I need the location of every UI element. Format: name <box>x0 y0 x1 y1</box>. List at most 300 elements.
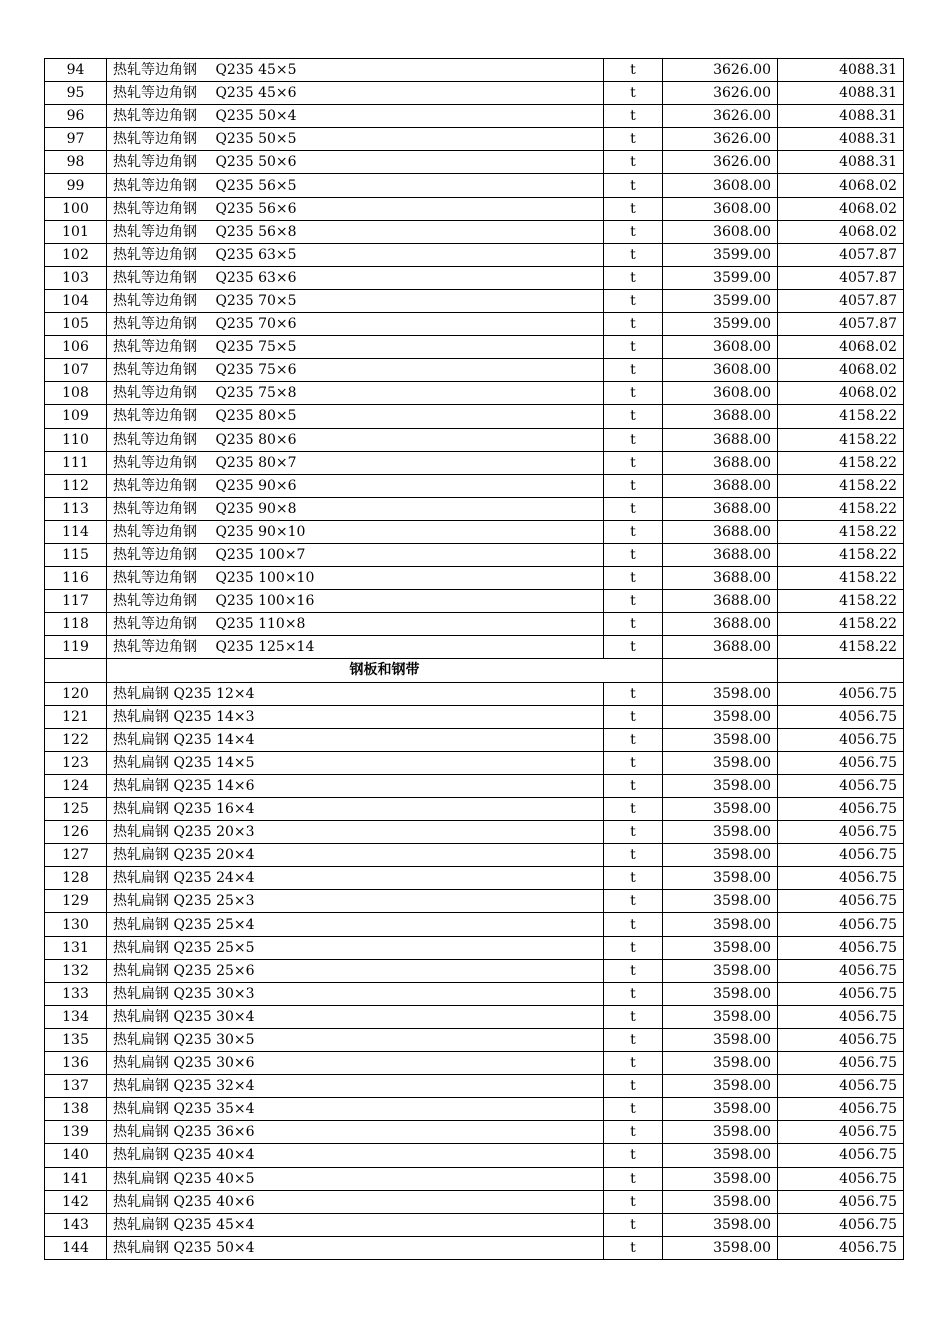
item-name-cell: 热轧等边角钢 Q235 80×7 <box>107 451 604 474</box>
row-number-cell: 132 <box>45 959 107 982</box>
row-number-cell: 124 <box>45 774 107 797</box>
price-with-tax-cell: 4056.75 <box>778 821 904 844</box>
table-row <box>45 497 904 520</box>
price-cell: 3599.00 <box>663 289 778 312</box>
price-with-tax-cell: 4056.75 <box>778 1167 904 1190</box>
price-cell: 3688.00 <box>663 474 778 497</box>
row-number-cell: 110 <box>45 428 107 451</box>
row-number-cell: 101 <box>45 220 107 243</box>
item-name-cell: 热轧等边角钢 Q235 90×6 <box>107 474 604 497</box>
row-number-cell: 112 <box>45 474 107 497</box>
price-cell: 3598.00 <box>663 705 778 728</box>
unit-cell: t <box>604 128 663 151</box>
table-row <box>45 520 904 543</box>
price-cell: 3598.00 <box>663 798 778 821</box>
price-cell: 3598.00 <box>663 890 778 913</box>
table-row <box>45 567 904 590</box>
row-number-cell: 114 <box>45 520 107 543</box>
item-name-cell: 热轧等边角钢 Q235 100×10 <box>107 567 604 590</box>
unit-cell: t <box>604 59 663 82</box>
unit-cell: t <box>604 751 663 774</box>
table-row <box>45 382 904 405</box>
row-number-cell: 122 <box>45 728 107 751</box>
price-cell: 3598.00 <box>663 1005 778 1028</box>
row-number-cell: 109 <box>45 405 107 428</box>
table-row <box>45 590 904 613</box>
row-number-cell: 133 <box>45 982 107 1005</box>
price-cell: 3598.00 <box>663 1098 778 1121</box>
table-row <box>45 359 904 382</box>
section-no-cell <box>45 659 107 682</box>
row-number-cell: 116 <box>45 567 107 590</box>
price-cell: 3688.00 <box>663 428 778 451</box>
row-number-cell: 136 <box>45 1052 107 1075</box>
item-name-cell: 热轧等边角钢 Q235 56×6 <box>107 197 604 220</box>
table-row <box>45 636 904 659</box>
item-name-cell: 热轧扁钢 Q235 25×4 <box>107 913 604 936</box>
row-number-cell: 118 <box>45 613 107 636</box>
table-row <box>45 1213 904 1236</box>
table-row <box>45 821 904 844</box>
item-name-cell: 热轧扁钢 Q235 16×4 <box>107 798 604 821</box>
price-cell: 3626.00 <box>663 59 778 82</box>
item-name-cell: 热轧扁钢 Q235 14×3 <box>107 705 604 728</box>
item-name-cell: 热轧等边角钢 Q235 80×6 <box>107 428 604 451</box>
price-with-tax-cell: 4056.75 <box>778 682 904 705</box>
table-row <box>45 1121 904 1144</box>
table-row <box>45 336 904 359</box>
table-row <box>45 844 904 867</box>
price-with-tax-cell: 4158.22 <box>778 613 904 636</box>
price-cell: 3598.00 <box>663 728 778 751</box>
price-with-tax-cell: 4056.75 <box>778 959 904 982</box>
table-row <box>45 151 904 174</box>
item-name-cell: 热轧扁钢 Q235 25×6 <box>107 959 604 982</box>
item-name-cell: 热轧扁钢 Q235 40×6 <box>107 1190 604 1213</box>
table-row <box>45 105 904 128</box>
price-cell: 3598.00 <box>663 1236 778 1259</box>
unit-cell: t <box>604 1028 663 1051</box>
item-name-cell: 热轧等边角钢 Q235 110×8 <box>107 613 604 636</box>
price-cell: 3598.00 <box>663 1167 778 1190</box>
unit-cell: t <box>604 728 663 751</box>
row-number-cell: 144 <box>45 1236 107 1259</box>
table-row <box>45 451 904 474</box>
price-cell: 3598.00 <box>663 982 778 1005</box>
table-row <box>45 913 904 936</box>
table-row <box>45 1052 904 1075</box>
table-row <box>45 682 904 705</box>
price-with-tax-cell: 4056.75 <box>778 936 904 959</box>
unit-cell: t <box>604 982 663 1005</box>
item-name-cell: 热轧等边角钢 Q235 75×5 <box>107 336 604 359</box>
unit-cell: t <box>604 1236 663 1259</box>
row-number-cell: 130 <box>45 913 107 936</box>
table-row <box>45 405 904 428</box>
price-cell: 3626.00 <box>663 151 778 174</box>
row-number-cell: 108 <box>45 382 107 405</box>
price-with-tax-cell: 4056.75 <box>778 1075 904 1098</box>
table-row <box>45 174 904 197</box>
row-number-cell: 123 <box>45 751 107 774</box>
row-number-cell: 140 <box>45 1144 107 1167</box>
item-name-cell: 热轧等边角钢 Q235 125×14 <box>107 636 604 659</box>
price-cell: 3608.00 <box>663 336 778 359</box>
price-with-tax-cell: 4056.75 <box>778 774 904 797</box>
unit-cell: t <box>604 1213 663 1236</box>
price-cell: 3598.00 <box>663 1075 778 1098</box>
item-name-cell: 热轧等边角钢 Q235 70×5 <box>107 289 604 312</box>
unit-cell: t <box>604 774 663 797</box>
table-row <box>45 1098 904 1121</box>
item-name-cell: 热轧扁钢 Q235 20×4 <box>107 844 604 867</box>
price-with-tax-cell: 4056.75 <box>778 1098 904 1121</box>
item-name-cell: 热轧扁钢 Q235 30×4 <box>107 1005 604 1028</box>
row-number-cell: 134 <box>45 1005 107 1028</box>
item-name-cell: 热轧扁钢 Q235 24×4 <box>107 867 604 890</box>
price-cell: 3598.00 <box>663 1028 778 1051</box>
unit-cell: t <box>604 1098 663 1121</box>
price-with-tax-cell: 4056.75 <box>778 751 904 774</box>
row-number-cell: 131 <box>45 936 107 959</box>
price-with-tax-cell: 4057.87 <box>778 289 904 312</box>
table-row <box>45 1005 904 1028</box>
unit-cell: t <box>604 936 663 959</box>
unit-cell: t <box>604 151 663 174</box>
table-row <box>45 543 904 566</box>
price-with-tax-cell: 4158.22 <box>778 590 904 613</box>
table-row <box>45 82 904 105</box>
row-number-cell: 107 <box>45 359 107 382</box>
item-name-cell: 热轧扁钢 Q235 14×6 <box>107 774 604 797</box>
item-name-cell: 热轧等边角钢 Q235 50×4 <box>107 105 604 128</box>
table-row <box>45 751 904 774</box>
price-cell: 3688.00 <box>663 543 778 566</box>
unit-cell: t <box>604 289 663 312</box>
price-cell: 3598.00 <box>663 959 778 982</box>
table-row <box>45 1075 904 1098</box>
unit-cell: t <box>604 959 663 982</box>
unit-cell: t <box>604 313 663 336</box>
unit-cell: t <box>604 82 663 105</box>
table-row <box>45 220 904 243</box>
price-with-tax-cell: 4158.22 <box>778 567 904 590</box>
row-number-cell: 143 <box>45 1213 107 1236</box>
price-cell: 3598.00 <box>663 682 778 705</box>
item-name-cell: 热轧等边角钢 Q235 56×8 <box>107 220 604 243</box>
unit-cell: t <box>604 405 663 428</box>
table-row <box>45 289 904 312</box>
item-name-cell: 热轧等边角钢 Q235 45×6 <box>107 82 604 105</box>
price-with-tax-cell: 4056.75 <box>778 1005 904 1028</box>
unit-cell: t <box>604 1190 663 1213</box>
unit-cell: t <box>604 590 663 613</box>
row-number-cell: 138 <box>45 1098 107 1121</box>
row-number-cell: 97 <box>45 128 107 151</box>
price-cell: 3608.00 <box>663 197 778 220</box>
unit-cell: t <box>604 798 663 821</box>
item-name-cell: 热轧扁钢 Q235 40×4 <box>107 1144 604 1167</box>
table-row <box>45 428 904 451</box>
price-with-tax-cell: 4158.22 <box>778 497 904 520</box>
price-with-tax-cell: 4088.31 <box>778 128 904 151</box>
row-number-cell: 100 <box>45 197 107 220</box>
price-with-tax-cell: 4056.75 <box>778 705 904 728</box>
unit-cell: t <box>604 1005 663 1028</box>
price-cell: 3598.00 <box>663 844 778 867</box>
price-with-tax-cell: 4068.02 <box>778 174 904 197</box>
price-cell: 3599.00 <box>663 266 778 289</box>
price-table-body <box>45 59 904 1260</box>
price-with-tax-cell: 4057.87 <box>778 313 904 336</box>
price-with-tax-cell: 4088.31 <box>778 82 904 105</box>
item-name-cell: 热轧扁钢 Q235 50×4 <box>107 1236 604 1259</box>
item-name-cell: 热轧等边角钢 Q235 50×5 <box>107 128 604 151</box>
item-name-cell: 热轧扁钢 Q235 25×3 <box>107 890 604 913</box>
item-name-cell: 热轧等边角钢 Q235 75×6 <box>107 359 604 382</box>
price-with-tax-cell: 4068.02 <box>778 197 904 220</box>
row-number-cell: 137 <box>45 1075 107 1098</box>
price-cell: 3598.00 <box>663 1144 778 1167</box>
item-name-cell: 热轧等边角钢 Q235 50×6 <box>107 151 604 174</box>
price-cell: 3688.00 <box>663 636 778 659</box>
price-cell: 3608.00 <box>663 359 778 382</box>
row-number-cell: 125 <box>45 798 107 821</box>
price-cell: 3598.00 <box>663 774 778 797</box>
table-row <box>45 313 904 336</box>
price-with-tax-cell: 4056.75 <box>778 1213 904 1236</box>
price-with-tax-cell: 4158.22 <box>778 636 904 659</box>
item-name-cell: 热轧扁钢 Q235 12×4 <box>107 682 604 705</box>
unit-cell: t <box>604 913 663 936</box>
price-with-tax-cell: 4056.75 <box>778 890 904 913</box>
price-with-tax-cell: 4088.31 <box>778 59 904 82</box>
unit-cell: t <box>604 682 663 705</box>
price-with-tax-cell: 4056.75 <box>778 867 904 890</box>
row-number-cell: 106 <box>45 336 107 359</box>
unit-cell: t <box>604 705 663 728</box>
price-cell: 3598.00 <box>663 867 778 890</box>
table-row <box>45 959 904 982</box>
table-row <box>45 774 904 797</box>
row-number-cell: 129 <box>45 890 107 913</box>
table-row <box>45 613 904 636</box>
row-number-cell: 141 <box>45 1167 107 1190</box>
item-name-cell: 热轧等边角钢 Q235 70×6 <box>107 313 604 336</box>
unit-cell: t <box>604 1167 663 1190</box>
unit-cell: t <box>604 1052 663 1075</box>
unit-cell: t <box>604 1121 663 1144</box>
unit-cell: t <box>604 543 663 566</box>
price-with-tax-cell: 4158.22 <box>778 543 904 566</box>
price-with-tax-cell: 4158.22 <box>778 428 904 451</box>
price-with-tax-cell: 4056.75 <box>778 844 904 867</box>
price-with-tax-cell: 4088.31 <box>778 151 904 174</box>
price-table <box>44 58 904 1260</box>
table-row <box>45 1167 904 1190</box>
price-with-tax-cell: 4158.22 <box>778 405 904 428</box>
row-number-cell: 105 <box>45 313 107 336</box>
price-cell: 3598.00 <box>663 1213 778 1236</box>
item-name-cell: 热轧扁钢 Q235 20×3 <box>107 821 604 844</box>
unit-cell: t <box>604 613 663 636</box>
item-name-cell: 热轧等边角钢 Q235 63×6 <box>107 266 604 289</box>
row-number-cell: 98 <box>45 151 107 174</box>
price-cell: 3626.00 <box>663 82 778 105</box>
unit-cell: t <box>604 266 663 289</box>
price-cell: 3688.00 <box>663 520 778 543</box>
price-with-tax-cell: 4056.75 <box>778 1121 904 1144</box>
row-number-cell: 121 <box>45 705 107 728</box>
unit-cell: t <box>604 844 663 867</box>
row-number-cell: 102 <box>45 243 107 266</box>
unit-cell: t <box>604 636 663 659</box>
price-cell: 3598.00 <box>663 936 778 959</box>
section-title: 钢板和钢带 <box>107 659 663 682</box>
price-with-tax-cell: 4158.22 <box>778 520 904 543</box>
price-with-tax-cell: 4056.75 <box>778 728 904 751</box>
table-row <box>45 1236 904 1259</box>
price-with-tax-cell: 4088.31 <box>778 105 904 128</box>
table-row <box>45 197 904 220</box>
price-cell: 3598.00 <box>663 1121 778 1144</box>
table-row <box>45 128 904 151</box>
section-price1-cell <box>663 659 778 682</box>
unit-cell: t <box>604 197 663 220</box>
item-name-cell: 热轧扁钢 Q235 30×5 <box>107 1028 604 1051</box>
price-cell: 3688.00 <box>663 613 778 636</box>
price-with-tax-cell: 4056.75 <box>778 1190 904 1213</box>
price-cell: 3688.00 <box>663 590 778 613</box>
price-cell: 3626.00 <box>663 105 778 128</box>
item-name-cell: 热轧等边角钢 Q235 63×5 <box>107 243 604 266</box>
price-cell: 3688.00 <box>663 405 778 428</box>
price-cell: 3688.00 <box>663 567 778 590</box>
row-number-cell: 104 <box>45 289 107 312</box>
table-row <box>45 474 904 497</box>
row-number-cell: 111 <box>45 451 107 474</box>
price-cell: 3688.00 <box>663 497 778 520</box>
table-row <box>45 1144 904 1167</box>
unit-cell: t <box>604 105 663 128</box>
price-with-tax-cell: 4056.75 <box>778 798 904 821</box>
row-number-cell: 127 <box>45 844 107 867</box>
row-number-cell: 99 <box>45 174 107 197</box>
row-number-cell: 94 <box>45 59 107 82</box>
item-name-cell: 热轧扁钢 Q235 40×5 <box>107 1167 604 1190</box>
table-row <box>45 867 904 890</box>
price-with-tax-cell: 4056.75 <box>778 1236 904 1259</box>
price-cell: 3598.00 <box>663 913 778 936</box>
table-row <box>45 982 904 1005</box>
table-row <box>45 1028 904 1051</box>
table-row <box>45 266 904 289</box>
price-with-tax-cell: 4056.75 <box>778 982 904 1005</box>
item-name-cell: 热轧等边角钢 Q235 45×5 <box>107 59 604 82</box>
unit-cell: t <box>604 174 663 197</box>
unit-cell: t <box>604 520 663 543</box>
item-name-cell: 热轧扁钢 Q235 36×6 <box>107 1121 604 1144</box>
row-number-cell: 120 <box>45 682 107 705</box>
item-name-cell: 热轧等边角钢 Q235 90×8 <box>107 497 604 520</box>
item-name-cell: 热轧扁钢 Q235 30×3 <box>107 982 604 1005</box>
unit-cell: t <box>604 220 663 243</box>
table-row <box>45 936 904 959</box>
item-name-cell: 热轧等边角钢 Q235 100×7 <box>107 543 604 566</box>
item-name-cell: 热轧扁钢 Q235 30×6 <box>107 1052 604 1075</box>
table-row <box>45 705 904 728</box>
item-name-cell: 热轧等边角钢 Q235 75×8 <box>107 382 604 405</box>
row-number-cell: 113 <box>45 497 107 520</box>
price-with-tax-cell: 4158.22 <box>778 451 904 474</box>
table-row <box>45 798 904 821</box>
item-name-cell: 热轧扁钢 Q235 32×4 <box>107 1075 604 1098</box>
price-with-tax-cell: 4068.02 <box>778 382 904 405</box>
unit-cell: t <box>604 821 663 844</box>
row-number-cell: 142 <box>45 1190 107 1213</box>
unit-cell: t <box>604 497 663 520</box>
unit-cell: t <box>604 867 663 890</box>
price-with-tax-cell: 4068.02 <box>778 359 904 382</box>
table-row <box>45 890 904 913</box>
row-number-cell: 126 <box>45 821 107 844</box>
price-with-tax-cell: 4056.75 <box>778 913 904 936</box>
unit-cell: t <box>604 1075 663 1098</box>
unit-cell: t <box>604 451 663 474</box>
price-with-tax-cell: 4056.75 <box>778 1052 904 1075</box>
price-cell: 3599.00 <box>663 243 778 266</box>
price-with-tax-cell: 4057.87 <box>778 243 904 266</box>
price-cell: 3626.00 <box>663 128 778 151</box>
section-header-row <box>45 659 904 682</box>
price-with-tax-cell: 4056.75 <box>778 1028 904 1051</box>
section-price2-cell <box>778 659 904 682</box>
unit-cell: t <box>604 1144 663 1167</box>
price-with-tax-cell: 4056.75 <box>778 1144 904 1167</box>
item-name-cell: 热轧等边角钢 Q235 90×10 <box>107 520 604 543</box>
price-with-tax-cell: 4068.02 <box>778 336 904 359</box>
unit-cell: t <box>604 428 663 451</box>
item-name-cell: 热轧扁钢 Q235 25×5 <box>107 936 604 959</box>
item-name-cell: 热轧扁钢 Q235 35×4 <box>107 1098 604 1121</box>
table-row <box>45 243 904 266</box>
item-name-cell: 热轧扁钢 Q235 14×4 <box>107 728 604 751</box>
row-number-cell: 115 <box>45 543 107 566</box>
table-row <box>45 1190 904 1213</box>
price-cell: 3599.00 <box>663 313 778 336</box>
unit-cell: t <box>604 336 663 359</box>
row-number-cell: 96 <box>45 105 107 128</box>
row-number-cell: 103 <box>45 266 107 289</box>
row-number-cell: 119 <box>45 636 107 659</box>
unit-cell: t <box>604 243 663 266</box>
unit-cell: t <box>604 382 663 405</box>
row-number-cell: 139 <box>45 1121 107 1144</box>
price-with-tax-cell: 4158.22 <box>778 474 904 497</box>
row-number-cell: 95 <box>45 82 107 105</box>
price-cell: 3608.00 <box>663 382 778 405</box>
row-number-cell: 117 <box>45 590 107 613</box>
table-row <box>45 728 904 751</box>
item-name-cell: 热轧扁钢 Q235 45×4 <box>107 1213 604 1236</box>
unit-cell: t <box>604 890 663 913</box>
row-number-cell: 128 <box>45 867 107 890</box>
item-name-cell: 热轧等边角钢 Q235 80×5 <box>107 405 604 428</box>
price-with-tax-cell: 4068.02 <box>778 220 904 243</box>
price-cell: 3598.00 <box>663 821 778 844</box>
price-cell: 3608.00 <box>663 220 778 243</box>
item-name-cell: 热轧等边角钢 Q235 100×16 <box>107 590 604 613</box>
